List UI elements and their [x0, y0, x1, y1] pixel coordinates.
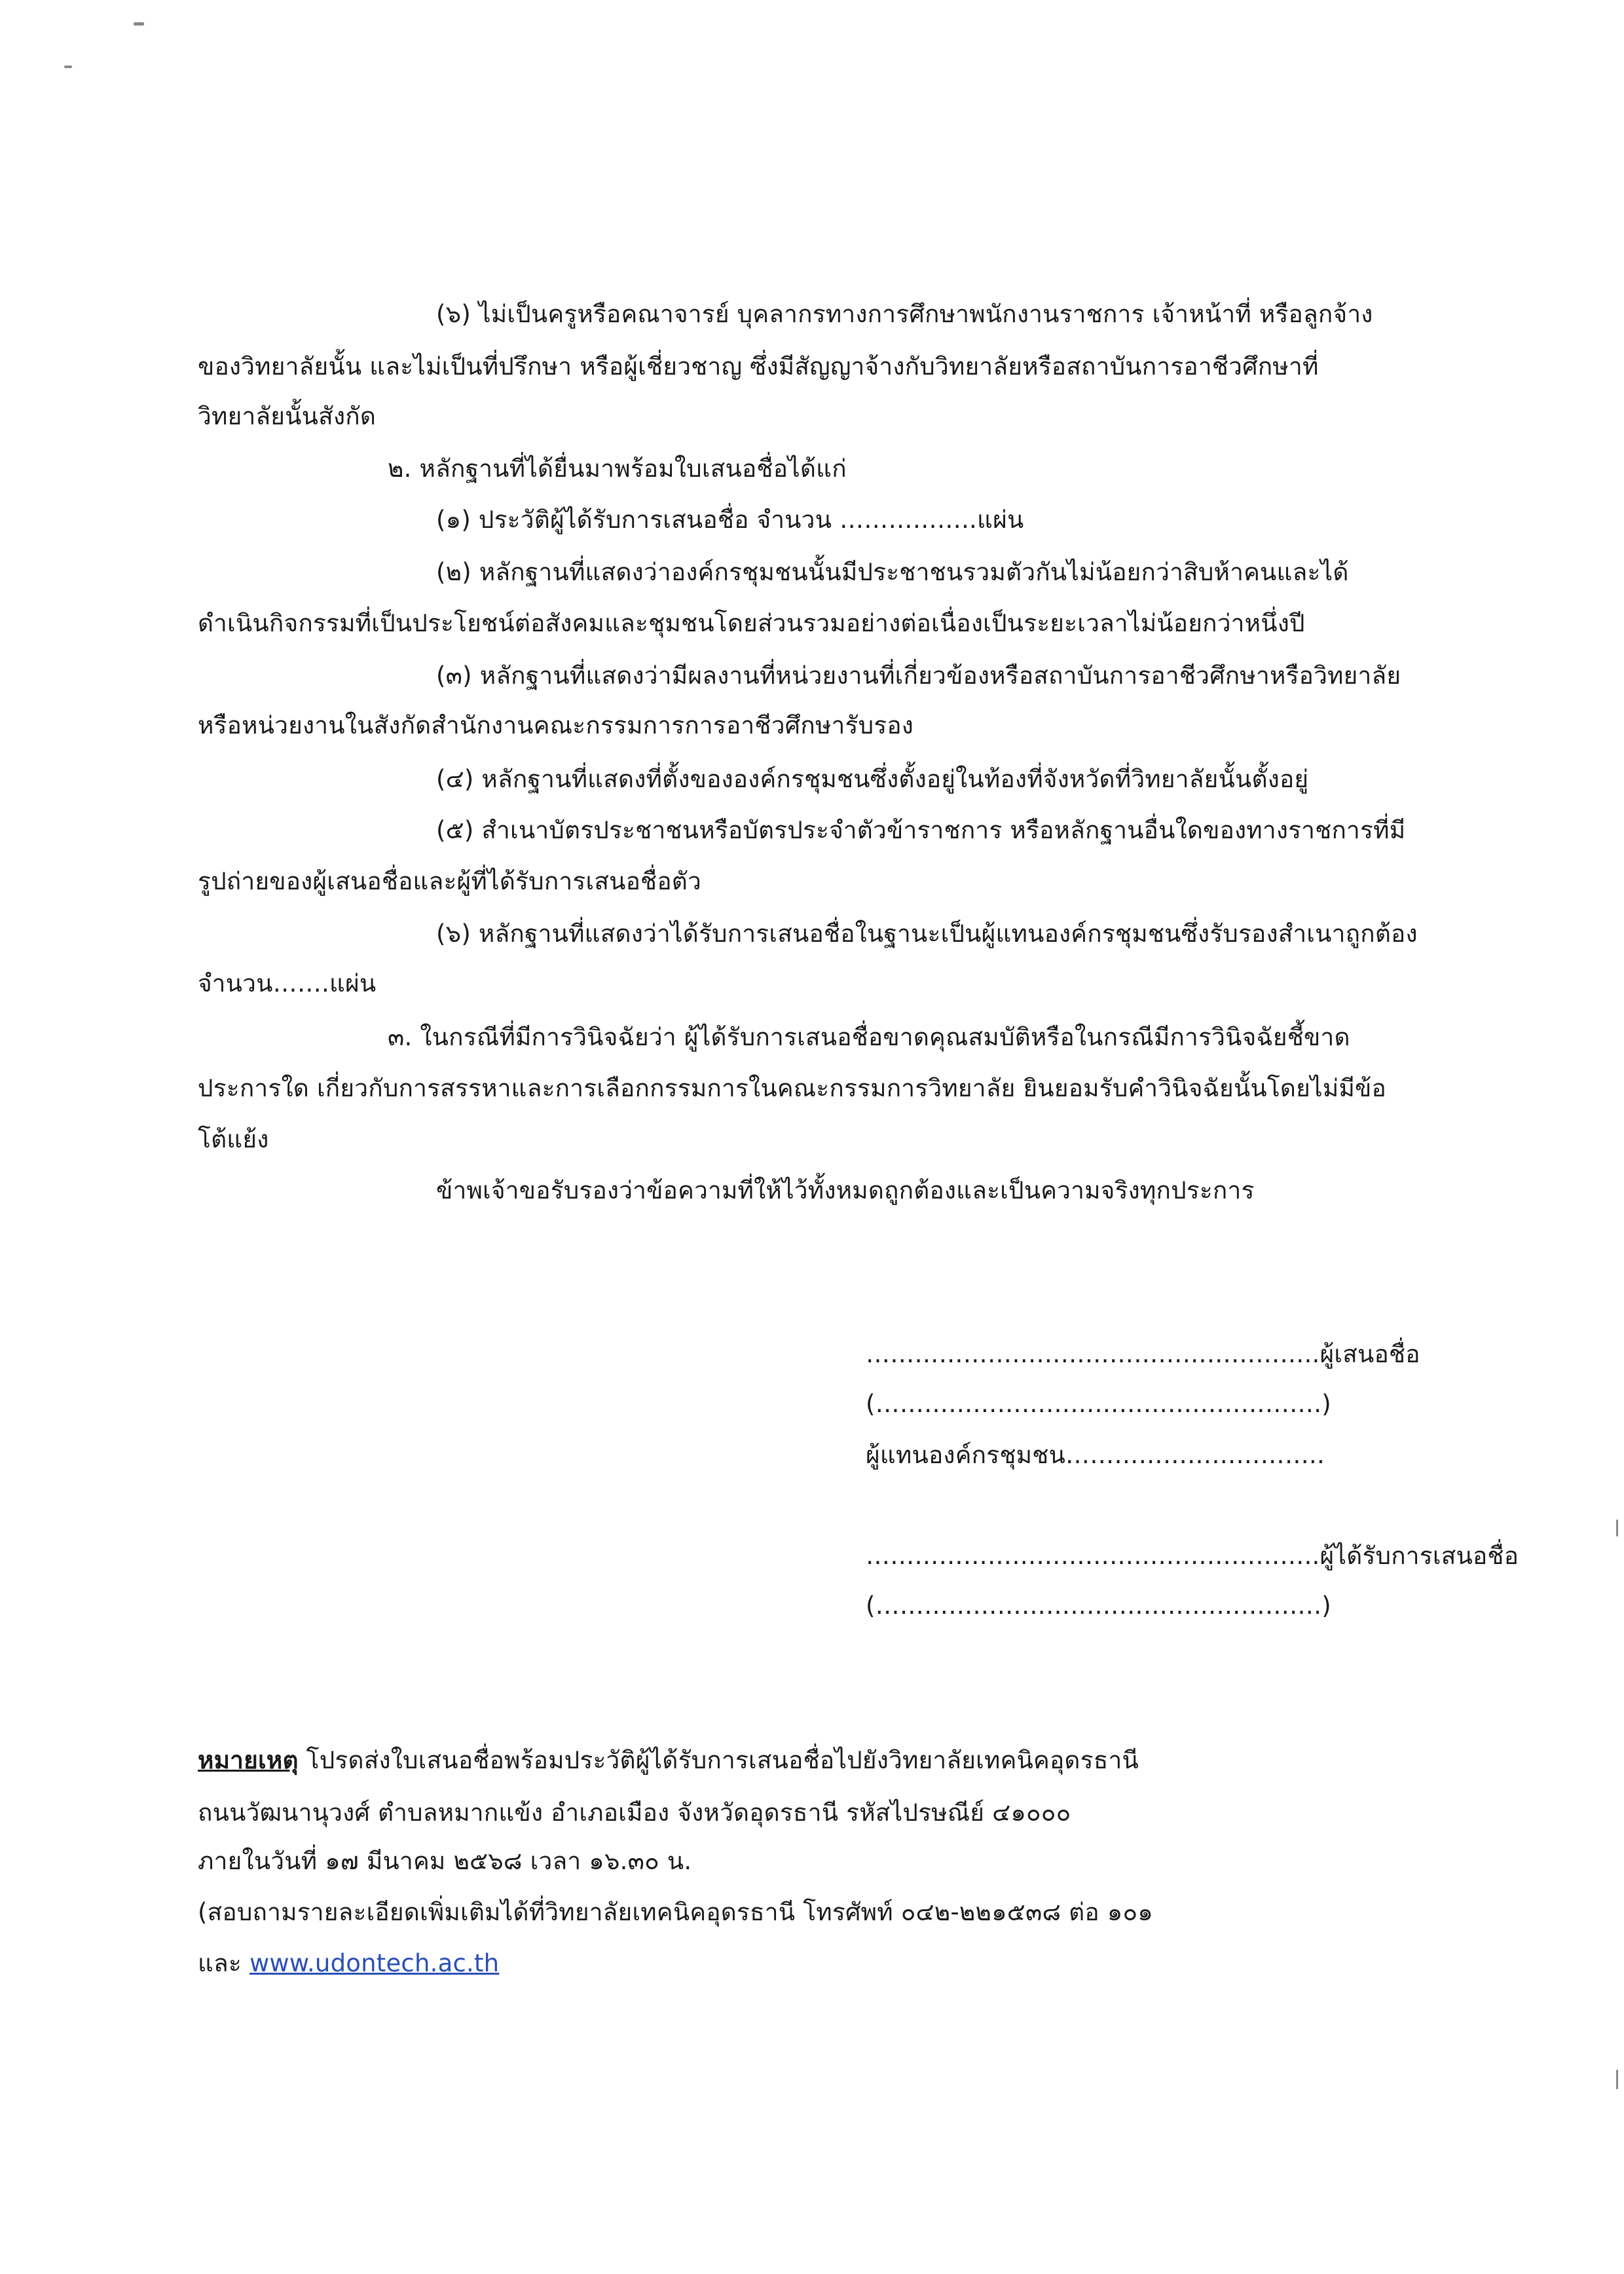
- nominator-name-line: (……………………………………………….): [866, 1390, 1331, 1418]
- nominee-name-line: (……………………………………………….): [866, 1592, 1331, 1620]
- ruling-line-2: ประการใด เกี่ยวกับการสรรหาและการเลือกกรรมการในคณะกรรมการวิทยาลัย ยินยอมรับคำวินิจฉัยนั้นโดยไม่มีข้อ: [198, 1074, 1386, 1102]
- website-link[interactable]: www.udontech.ac.th: [249, 1949, 500, 1977]
- evidence-item-2-line-1: (๒) หลักฐานที่แสดงว่าองค์กรชุมชนนั้นมีประชาชนรวมตัวกันไม่น้อยกว่าสิบห้าคนและได้: [436, 558, 1349, 586]
- qualification-6-line-3: วิทยาลัยนั้นสังกัด: [198, 402, 377, 430]
- evidence-item-4: (๔) หลักฐานที่แสดงที่ตั้งขององค์กรชุมชนซึ่งตั้งอยู่ในท้องที่จังหวัดที่วิทยาลัยนั้นตั้งอยู่: [436, 765, 1309, 793]
- evidence-item-6-line-2: จำนวน…….แผ่น: [198, 969, 377, 997]
- note-line-4: (สอบถามรายละเอียดเพิ่มเติมได้ที่วิทยาลัยเทคนิคอุดรธานี โทรศัพท์ ๐๔๒-๒๒๑๕๓๘ ต่อ ๑๐๑: [198, 1898, 1153, 1926]
- scan-speck: [64, 65, 72, 68]
- evidence-item-3-line-1: (๓) หลักฐานที่แสดงว่ามีผลงานที่หน่วยงานที่เกี่ยวข้องหรือสถาบันการอาชีวศึกษาหรือวิทยาลัย: [436, 662, 1401, 690]
- note-label: หมายเหตุ: [198, 1746, 299, 1774]
- qualification-6-line-2: ของวิทยาลัยนั้น และไม่เป็นที่ปรึกษา หรือผู้เชี่ยวชาญ ซึ่งมีสัญญาจ้างกับวิทยาลัยหรือสถาบันการอาชีวศึกษาที่: [198, 352, 1319, 381]
- scan-speck: [1616, 1519, 1618, 1537]
- qualification-6-line-1: (๖) ไม่เป็นครูหรือคณาจารย์ บุคลากรทางการศึกษาพนักงานราชการ เจ้าหน้าที่ หรือลูกจ้าง: [436, 300, 1373, 328]
- evidence-item-5-line-2: รูปถ่ายของผู้เสนอชื่อและผู้ที่ได้รับการเสนอชื่อตัว: [198, 867, 701, 895]
- note-line-1: [198, 1742, 1139, 1779]
- evidence-item-6-line-1: (๖) หลักฐานที่แสดงว่าได้รับการเสนอชื่อในฐานะเป็นผู้แทนองค์กรชุมชนซึ่งรับรองสำเนาถูกต้อง: [436, 920, 1418, 948]
- representative-line: ผู้แทนองค์กรชุมชน…………………………..: [866, 1441, 1325, 1469]
- nominee-signature-line: ………………………………………………..ผู้ได้รับการเสนอชื่อ: [866, 1542, 1519, 1570]
- note-line-5: [198, 1945, 499, 1982]
- evidence-item-5-line-1: (๕) สำเนาบัตรประชาชนหรือบัตรประจำตัวข้าราชการ หรือหลักฐานอื่นใดของทางราชการที่มี: [436, 816, 1406, 844]
- note-line-2: ถนนวัฒนานุวงศ์ ตำบลหมากแข้ง อำเภอเมือง จังหวัดอุดรธานี รหัสไปรษณีย์ ๔๑๐๐๐: [198, 1799, 1071, 1827]
- scan-speck: [134, 22, 144, 26]
- note-line-1-text: โปรดส่งใบเสนอชื่อพร้อมประวัติผู้ได้รับการเสนอชื่อไปยังวิทยาลัยเทคนิคอุดรธานี: [298, 1746, 1139, 1774]
- note-line-5-prefix: และ: [198, 1949, 249, 1977]
- scan-speck: [1616, 2070, 1618, 2089]
- evidence-item-2-line-2: ดำเนินกิจกรรมที่เป็นประโยชน์ต่อสังคมและชุมชนโดยส่วนรวมอย่างต่อเนื่องเป็นระยะเวลาไม่น้อยกว่าหนึ่งปี: [198, 609, 1305, 637]
- evidence-item-1: (๑) ประวัติผู้ได้รับการเสนอชื่อ จำนวน ……………..แผ่น: [436, 506, 1024, 534]
- certification-statement: ข้าพเจ้าขอรับรองว่าข้อความที่ให้ไว้ทั้งหมดถูกต้องและเป็นความจริงทุกประการ: [436, 1176, 1255, 1204]
- evidence-item-3-line-2: หรือหน่วยงานในสังกัดสำนักงานคณะกรรมการการอาชีวศึกษารับรอง: [198, 711, 914, 739]
- ruling-line-1: ๓. ในกรณีที่มีการวินิจฉัยว่า ผู้ได้รับการเสนอชื่อขาดคุณสมบัติหรือในกรณีมีการวินิจฉัยชี้ขาด: [388, 1023, 1350, 1051]
- nominator-signature-line: ………………………………………………..ผู้เสนอชื่อ: [866, 1340, 1420, 1368]
- note-line-3: ภายในวันที่ ๑๗ มีนาคม ๒๕๖๘ เวลา ๑๖.๓๐ น.: [198, 1847, 692, 1875]
- ruling-line-3: โต้แย้ง: [198, 1125, 269, 1153]
- evidence-heading: ๒. หลักฐานที่ได้ยื่นมาพร้อมใบเสนอชื่อได้แก่: [388, 455, 847, 483]
